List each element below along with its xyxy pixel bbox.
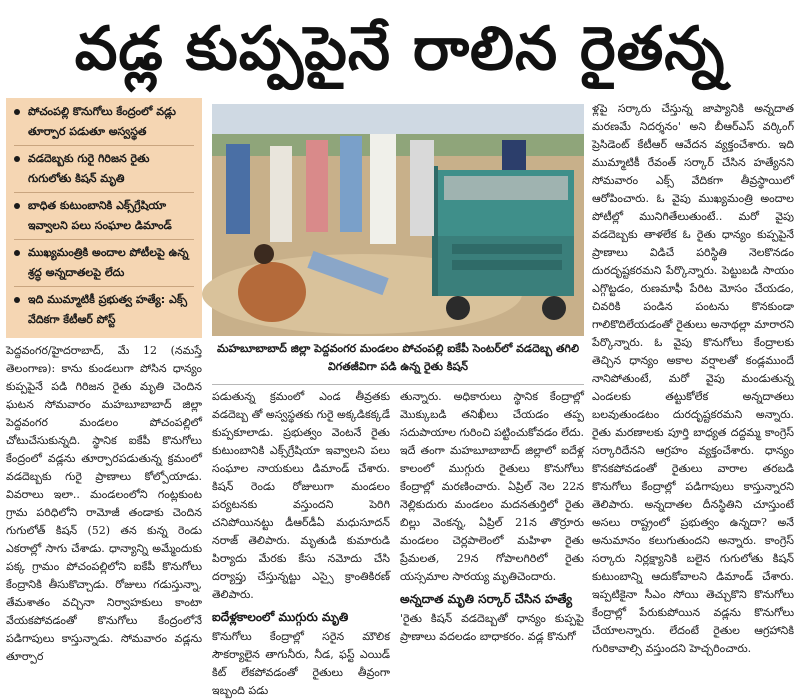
highlight-item: వడదెబ్బకు గురై గిరిజన రైతు గుగులోతు కిషన్ మృతి <box>14 149 194 193</box>
section-subhead: ఐదేళ్లకాలంలో ముగ్గురు మృతి <box>212 610 349 624</box>
article-body: కొనుగోలు కేంద్రాల్లో సరైన మౌలిక సౌకర్యాలైన తాగునీరు, నీడ, ఫస్ట్ ఎయిడ్ కిట్ లేకపోవడంతో రైతులు తీవ్రంగా ఇబ్బంది పడు <box>212 630 390 697</box>
article-column-1 <box>6 342 202 663</box>
highlight-item: ఇది ముమ్మాటికీ ప్రభుత్వ హత్యే: ఎక్స్ వేదికగా కేటీఆర్ పోస్ట్ <box>14 290 194 333</box>
article-body: తున్నారు. అధికారులు స్థానిక కేంద్రాల్లో మొక్కుబడి తనిఖీలు చేయడం తప్ప సదుపాయాల గురించి పట్టించుకోవడం లేదు. ఇదే తంగా మహబూబాబాద్ జిల్లాలో ఐదేళ్ల కాలంలో ముగ్గురు రైతులు కొనుగోలు కేంద్రాల్లో మరణించారు. ఏప్రిల్ నెల 22న నెల్లికుదురు మండలం మదనతుర్తిలో రైతు బిల్లు వెంకన్న, ఏప్రిల్ 21న తొర్రూరు మండలం చెర్లపాలెంలో మహిళా రైతు ప్రేమలత, 29న గోపాలగిరిలో రైతు యస్సమాల సారయ్య మృతిచెందారు. <box>400 390 584 583</box>
news-photo <box>212 104 584 336</box>
section-subhead: అన్నదాత మృతి సర్కార్ చేసిన హత్యే <box>400 592 573 606</box>
article-column-4 <box>592 100 794 655</box>
highlights-box <box>6 98 202 338</box>
divider <box>212 384 584 385</box>
article-body: 'రైతు కిషన్ వడదెబ్బతో ధాన్యం కుప్పపై ప్రాణాలు వదలడం బాధాకరం. వడ్ల కొనుగో <box>400 612 584 643</box>
highlight-item: ముఖ్యమంత్రికి అందాల పోటీలపై ఉన్న శ్రద్ధ అన్నదాతలపై లేదు <box>14 243 194 287</box>
photo-caption: మహబూబాబాద్ జిల్లా పెద్దవంగర మండలం పోచంపల్లి ఐకేపీ సెంటర్‌లో వడదెబ్బ తగిలి విగతజీవిగా పడి ఉన్న రైతు కిషన్ <box>216 342 580 373</box>
article-body: పెద్దవంగర/హైదరాబాద్, మే 12 (నమస్తే తెలంగాణ): కాను కుండలుగా పోసిన ధాన్యం కుప్పపైనే పడి గిరిజన రైతు మృతి చెందిన ఘటన సోమవారం మహబూబాబాద్ జిల్లా పెద్దవంగర మండలం పోచంపల్లిలో చోటుచేసుకున్నది. స్థానిక ఐకేపీ కొనుగోలు కేంద్రంలో వడ్లను తూర్పారపడుతున్న క్రమంలో వడదెబ్బకు గురై ప్రాణాలు కోల్పోయాడు. వివరాలు ఇలా.. మండలంలోని గంట్లకుంట గ్రామ పరిధిలోని రామోజీ తండాకు చెందిన గుగులోత్ కిషన్ (52) తన కున్న రెండు ఎకరాల్లో సాగు చేశాడు. ధాన్యాన్ని అమ్మేందుకు పక్క గ్రామం పోచంపల్లిలోని ఐకేపీ కొనుగోలు కేంద్రానికి తీసుకొచ్చాడు. రోజులు గడుస్తున్నా, తేమశాతం వచ్చినా నిర్వాహకులు కాంటా వేయకపోవడంతో కొనుగోలు కేంద్రంలోనే పడిగాపులు కాస్తున్నాడు. సోమవారం వడ్లను తూర్పార <box>6 344 202 663</box>
article-body: ళ్లపై సర్కారు చేస్తున్న జాప్యానికి అన్నదాత మరణమే నిదర్శనం' అని బీఆర్ఎస్ వర్కింగ్ ప్రెసిడెంట్ కేటీఆర్ ఆవేదన వ్యక్తంచేశారు. ఇది ముమ్మాటికీ రేవంత్ సర్కార్ చేసిన హత్యేనని సోమవారం ఎక్స్ వేదికగా తీవ్రస్థాయిలో ఆరోపించారు. ఓ వైపు ముఖ్యమంత్రి అందాల పోటీల్లో మునిగితేలుతుంటే.. మరో వైపు వడదెబ్బకు తాళలేక ఓ రైతు ధాన్యం కుప్పపైనే ప్రాణాలు విడిచే పరిస్థితి నెలకొనడం దురదృష్టకరమని పేర్కొన్నారు. పెట్టుబడి సాయం ఎగ్గొట్టడం, రుణమాఫీ పేరిట మోసం చేయడం, చివరికి పండిన పంటను కొనకుండా గాలికొదిలేయడంతో రైతులు అనాథల్లా మారారని పేర్కొన్నారు. ఓ వైపు కొనుగోలు కేంద్రాలకు తెచ్చిన ధాన్యం అకాల వర్షాలతో కండ్లముందే నానిపోతుంటే, మరో వైపు మండుతున్న ఎండలకు తట్టుకోలేక అన్నదాతలు బలవుతుండటం దురదృష్టకరమని అన్నారు. రైతు మరణాలకు పూర్తి బాధ్యత దద్దమ్మ కాంగ్రెస్ సర్కారిదేనని ఆగ్రహం వ్యక్తంచేశారు. ధాన్యం కొనకపోవడంతో రైతులు వారాల తరబడి కొనుగోలు కేంద్రాల్లో పడిగాపులు కాస్తున్నారని తెలిపారు. అన్నదాతల దీనస్థితిని చూస్తుంటే అసలు రాష్ట్రంలో ప్రభుత్వం ఉన్నదా? అనే అనుమానం కలుగుతుందని అన్నారు. కాంగ్రెస్ సర్కారు నిర్లక్ష్యానికి బలైన గుగులోతు కిషన్ కుటుంబాన్ని ఆదుకోవాలని డిమాండ్ చేశారు. ఇప్పటికైనా సీఎం సోయి తెచ్చుకొని కొనుగోలు కేంద్రాల్లో పేరుకుపోయిన వడ్లను కొనుగోలు చేయాలన్నారు. లేదంటే రైతుల ఆగ్రహానికి గురికావాల్సి వస్తుందని హెచ్చరించారు. <box>592 102 794 655</box>
article-column-2 <box>212 388 390 697</box>
news-photo-illustration <box>212 104 584 336</box>
article-column-3 <box>400 388 584 642</box>
article-body: పడుతున్న క్రమంలో ఎండ తీవ్రతకు వడదెబ్బ తో అస్వస్థతకు గురై అక్కడికక్కడే కుప్పకూలాడు. ప్రభుత్వం వెంటనే రైతు కుటుంబానికి ఎక్స్‌గ్రేషియా ఇవ్వాలని పలు సంఘాల నాయకులు డిమాండ్ చేశారు. కిషన్ రెండు రోజులుగా మండలం పర్యటనకు వస్తుందని పెరిగి చనిపోయినట్టు డీఆర్‌డీఏ మధుసూదన్ నరాజ్ తెలిపారు. మృతుడి కుమారుడి పిర్యాదు మేరకు కేసు నమోదు చేసి దర్యాప్తు చేస్తున్నట్టు ఎస్సై క్రాంతికిరణ్ తెలిపారు. <box>212 390 390 601</box>
headline: వడ్ల కుప్పపైనే రాలిన రైతన్న <box>74 14 726 84</box>
highlight-item: బాధిత కుటుంబానికి ఎక్స్‌గ్రేషియా ఇవ్వాలని పలు సంఘాల డిమాండ్ <box>14 196 194 240</box>
highlight-item: పోచంపల్లి కొనుగోలు కేంద్రంలో వడ్లు తూర్పార పడుతూ అస్వస్థత <box>14 102 194 146</box>
